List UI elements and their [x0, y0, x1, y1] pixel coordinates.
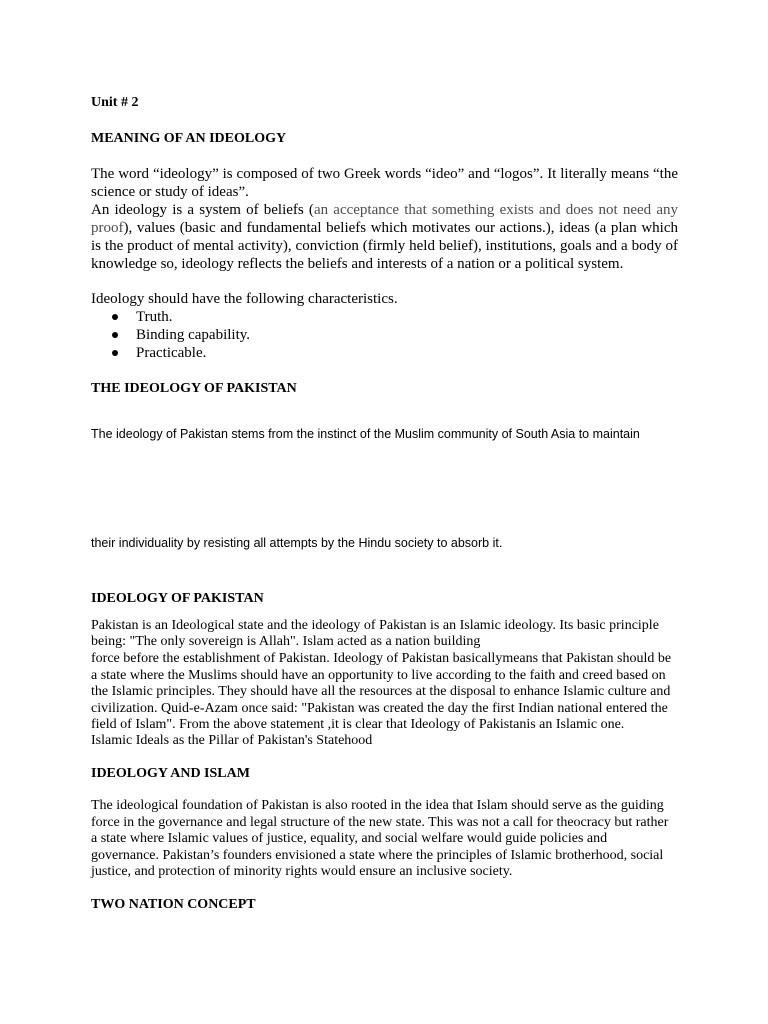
characteristics-list — [91, 308, 678, 362]
definition-highlight: an acceptance that something exists and does not need any proof — [91, 202, 678, 236]
bullet-icon — [112, 332, 118, 338]
islamic-ideals-subheading: Islamic Ideals as the Pillar of Pakistan's Statehood — [91, 733, 373, 748]
heading-meaning-of-ideology: MEANING OF AN IDEOLOGY — [91, 131, 287, 146]
characteristics-intro: Ideology should have the following characteristics. — [91, 291, 398, 307]
heading-ideology-of-pakistan: IDEOLOGY OF PAKISTAN — [91, 591, 264, 606]
list-item: Binding capability. — [91, 326, 678, 344]
paragraph-ideology-meaning: force before the establishment of Pakistan. Ideology of Pakistan basicallymeans that Pakistan should be a state where the Muslims should have an opportunity to live according to the faith and creed based on the Islamic principles. They should have all the resources at the disposal to enhance Islamic culture and civilization. Quid-e-Azam once said: "Pakistan was created the day the first Indian national entered the field of Islam". From the above statement ,it is clear that Ideology of Pakistanis an Islamic one. — [91, 651, 672, 732]
heading-two-nation-concept: TWO NATION CONCEPT — [91, 897, 256, 912]
definition-text-rest: ), values (basic and fundamental beliefs which motivates our actions.), ideas (a plan which is the product of mental activity), conviction (firmly held belief), institutions, goals and a body of knowledge so, ideology reflects the beliefs and interests of a nation or a political system. — [91, 220, 678, 272]
heading-the-ideology-of-pakistan: THE IDEOLOGY OF PAKISTAN — [91, 381, 297, 396]
ideology-stems-line: The ideology of Pakistan stems from the instinct of the Muslim community of South Asia to maintain — [91, 427, 640, 441]
list-item: Practicable. — [91, 344, 678, 362]
paragraph-ideology-definition — [91, 201, 678, 273]
definition-text-start: An ideology is a system of beliefs ( — [91, 202, 314, 218]
sovereign-line: being: "The only sovereign is Allah". Islam acted as a nation building — [91, 634, 481, 649]
bullet-icon — [112, 314, 118, 320]
paragraph-ideology-etymology: The word “ideology” is composed of two Greek words “ideo” and “logos”. It literally means “the science or study of ideas”. — [91, 166, 678, 200]
paragraph-ideological-foundation: The ideological foundation of Pakistan is also rooted in the idea that Islam should serve as the guiding force in the governance and legal structure of the new state. This was not a call for theocracy but rather a state where Islamic values of justice, equality, and social welfare would guide policies and governance. Pakistan’s founders envisioned a state where the principles of Islamic brotherhood, social justice, and protection of minority rights would ensure an inclusive society. — [91, 798, 669, 879]
bullet-icon — [112, 350, 118, 356]
list-item: Truth. — [91, 308, 678, 326]
ideology-individuality-line: their individuality by resisting all attempts by the Hindu society to absorb it. — [91, 536, 503, 550]
ideological-state-line: Pakistan is an Ideological state and the ideology of Pakistan is an Islamic ideology. Its basic principle — [91, 618, 659, 633]
heading-ideology-and-islam: IDEOLOGY AND ISLAM — [91, 766, 250, 781]
unit-title: Unit # 2 — [91, 95, 139, 110]
